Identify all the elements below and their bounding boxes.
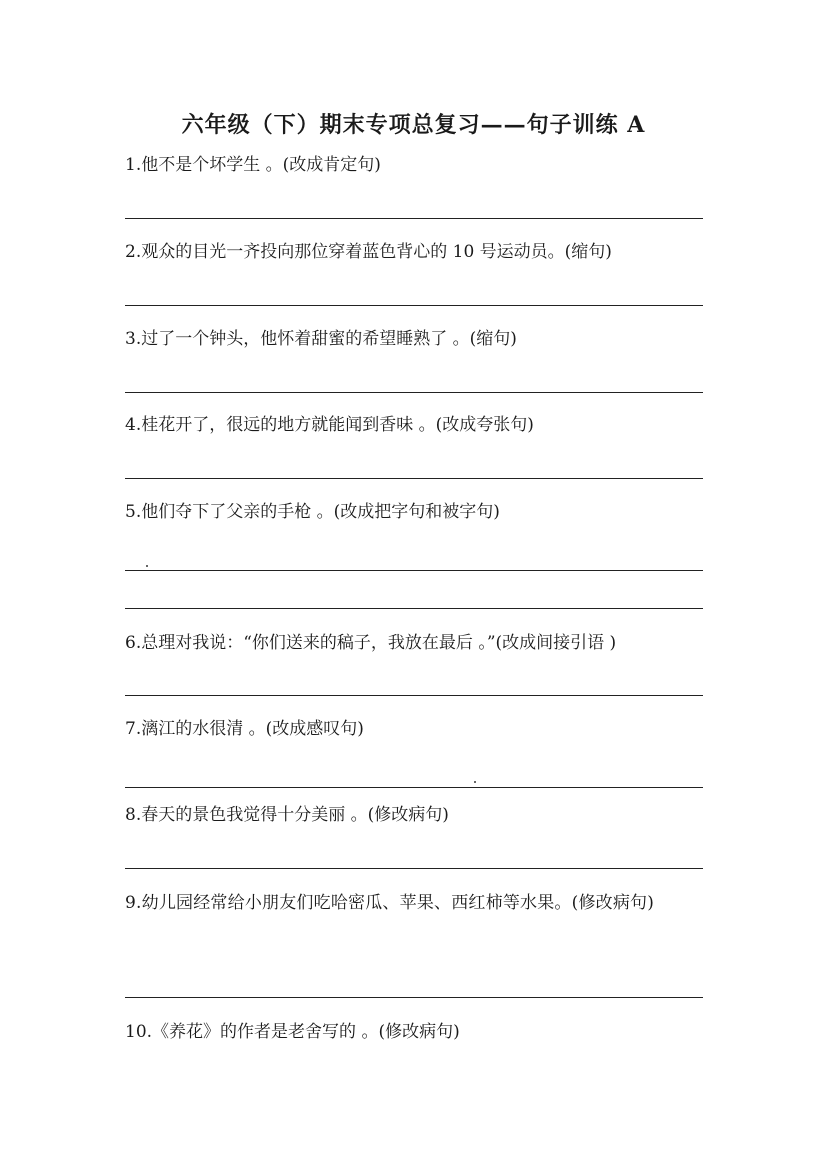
question-6: 6.总理对我说：“你们送来的稿子，我放在最后 。”(改成间接引语 ): [125, 633, 617, 653]
question-9: 9.幼儿园经常给小朋友们吃哈密瓜、苹果、西红柿等水果。(修改病句): [125, 893, 655, 913]
question-8: 8.春天的景色我觉得十分美丽 。(修改病句): [125, 805, 449, 825]
answer-line-9[interactable]: [125, 997, 703, 998]
stray-dot: [146, 565, 148, 567]
question-7: 7.漓江的水很清 。(改成感叹句): [125, 719, 364, 739]
answer-line-4[interactable]: [125, 478, 703, 479]
answer-line-3[interactable]: [125, 392, 703, 393]
answer-line-2[interactable]: [125, 305, 703, 306]
answer-line-8[interactable]: [125, 868, 703, 869]
question-1: 1.他不是个坏学生 。(改成肯定句): [125, 155, 381, 175]
question-10: 10.《养花》的作者是老舍写的 。(修改病句): [125, 1022, 460, 1042]
answer-line-5b[interactable]: [125, 608, 703, 609]
answer-line-5a[interactable]: [125, 570, 703, 571]
stray-dot: [474, 781, 476, 783]
question-4: 4.桂花开了，很远的地方就能闻到香味 。(改成夸张句): [125, 415, 534, 435]
question-2: 2.观众的目光一齐投向那位穿着蓝色背心的 10 号运动员。(缩句): [125, 242, 612, 262]
question-3: 3.过了一个钟头，他怀着甜蜜的希望睡熟了 。(缩句): [125, 329, 517, 349]
answer-line-6[interactable]: [125, 695, 703, 696]
answer-line-1[interactable]: [125, 218, 703, 219]
question-5: 5.他们夺下了父亲的手枪 。(改成把字句和被字句): [125, 502, 500, 522]
page-title: 六年级（下）期末专项总复习——句子训练 A: [181, 112, 646, 138]
answer-line-7[interactable]: [125, 787, 703, 788]
